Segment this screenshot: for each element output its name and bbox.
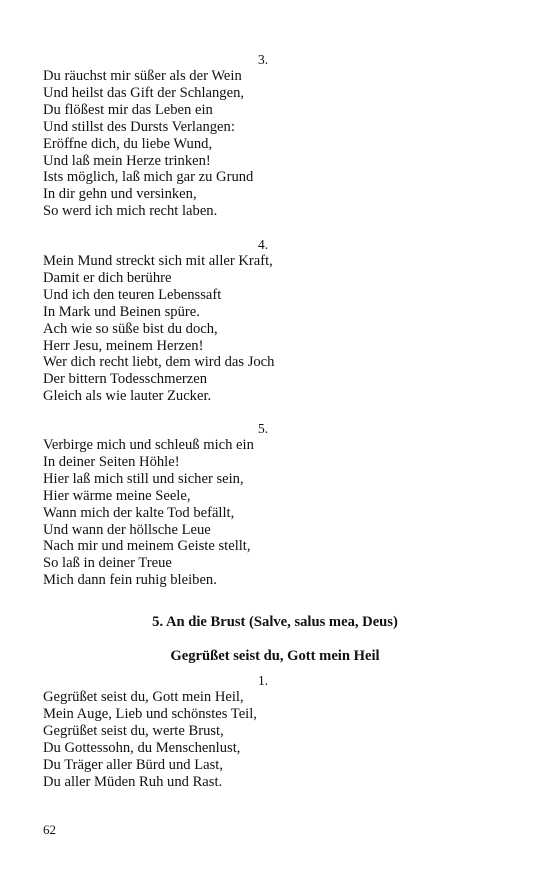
- verse-line: So laß in deiner Treue: [43, 555, 172, 572]
- hymn-stanza-1: [43, 672, 483, 790]
- verse-line: Und ich den teuren Lebenssaft: [43, 286, 222, 303]
- verse-line: Und laß mein Herze trinken!: [43, 152, 211, 169]
- verse-line: Der bittern Todesschmerzen: [43, 371, 208, 388]
- stanza-number: 4.: [257, 237, 269, 252]
- verse-line: Gleich als wie lauter Zucker.: [43, 388, 212, 405]
- page-number: 62: [43, 822, 56, 837]
- verse-line: Wer dich recht liebt, dem wird das Joch: [43, 354, 275, 371]
- verse-line: Verbirge mich und schleuß mich ein: [43, 437, 254, 453]
- stanza-4: [43, 236, 483, 405]
- verse-line: Du flößest mir das Leben ein: [43, 101, 213, 118]
- section-title: 5. An die Brust (Salve, salus mea, Deus): [152, 614, 398, 630]
- verse-line: Mein Mund streckt sich mit aller Kraft,: [43, 253, 273, 269]
- stanza-5: [43, 420, 483, 589]
- verse-line: Du räuchst mir süßer als der Wein: [43, 68, 242, 84]
- verse-line: Und wann der höllsche Leue: [43, 521, 211, 538]
- stanza-number: 3.: [257, 52, 269, 67]
- verse-line: Wann mich der kalte Tod befällt,: [43, 504, 235, 521]
- verse-line: Und heilst das Gift der Schlangen,: [43, 84, 245, 101]
- stanza-number: 1.: [257, 673, 269, 688]
- verse-line: Du Gottessohn, du Menschenlust,: [43, 739, 241, 756]
- verse-line: Ach wie so süße bist du doch,: [43, 320, 218, 337]
- verse-line: So werd ich mich recht laben.: [43, 203, 218, 220]
- verse-line: Herr Jesu, meinem Herzen!: [43, 337, 204, 354]
- verse-line: Du aller Müden Ruh und Rast.: [43, 773, 223, 790]
- verse-line: Mich dann fein ruhig bleiben.: [43, 572, 217, 589]
- verse-line: Nach mir und meinem Geiste stellt,: [43, 538, 251, 555]
- verse-line: In deiner Seiten Höhle!: [43, 453, 180, 470]
- verse-line: In dir gehn und versinken,: [43, 186, 197, 203]
- verse-line: Gegrüßet seist du, werte Brust,: [43, 722, 224, 739]
- verse-line: Gegrüßet seist du, Gott mein Heil,: [43, 689, 244, 705]
- stanza-number: 5.: [257, 421, 269, 436]
- verse-line: Ists möglich, laß mich gar zu Grund: [43, 169, 254, 186]
- stanza-3: [43, 51, 483, 220]
- verse-line: Hier laß mich still und sicher sein,: [43, 470, 244, 487]
- verse-line: Du Träger aller Bürd und Last,: [43, 756, 223, 773]
- section-subtitle: Gegrüßet seist du, Gott mein Heil: [170, 648, 380, 664]
- verse-line: In Mark und Beinen spüre.: [43, 303, 200, 320]
- verse-line: Mein Auge, Lieb und schönstes Teil,: [43, 705, 257, 722]
- verse-line: Damit er dich berühre: [43, 269, 172, 286]
- verse-line: Hier wärme meine Seele,: [43, 487, 191, 504]
- verse-line: Und stillst des Dursts Verlangen:: [43, 118, 235, 135]
- verse-line: Eröffne dich, du liebe Wund,: [43, 135, 213, 152]
